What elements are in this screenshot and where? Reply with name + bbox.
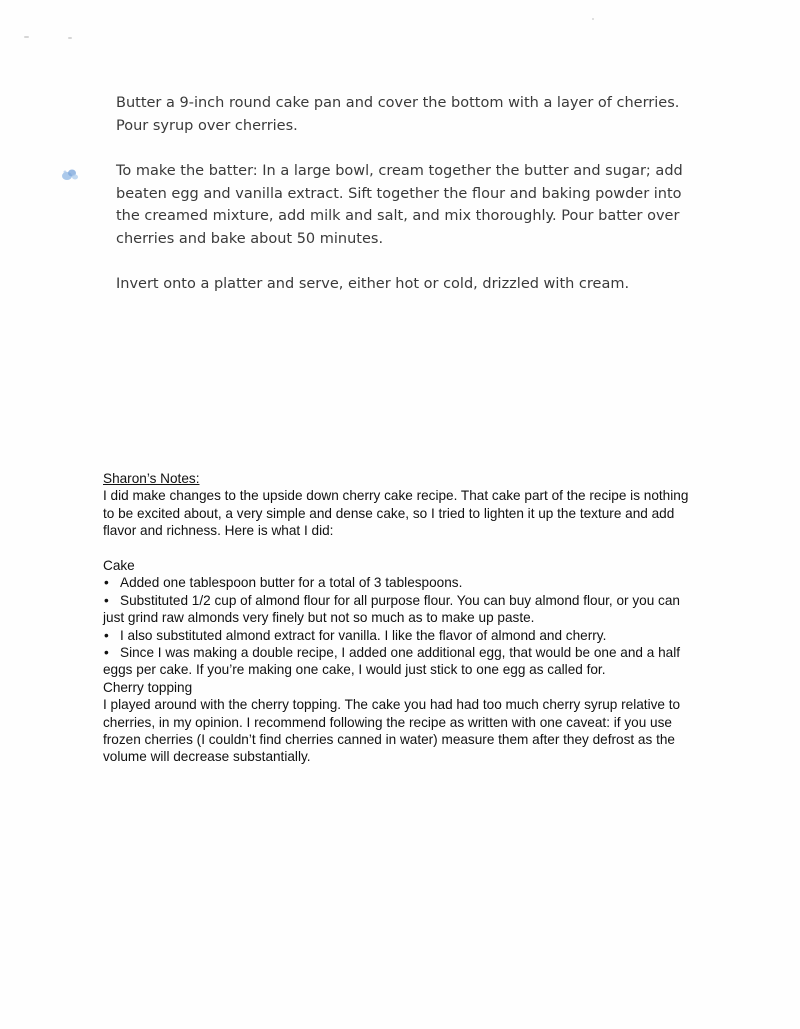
paragraph-gap — [103, 540, 703, 557]
recipe-instructions — [116, 92, 696, 319]
bullet-icon: • — [104, 627, 109, 643]
recipe-step-serve: Invert onto a platter and serve, either hot or cold, drizzled with cream. — [116, 276, 630, 292]
list-item — [103, 644, 703, 679]
list-item — [103, 627, 703, 644]
blue-ink-smudge-icon — [60, 166, 80, 182]
list-item — [103, 592, 703, 627]
bullet-icon: • — [104, 645, 109, 661]
scan-speck — [592, 18, 594, 20]
notes-heading: Sharon’s Notes: — [103, 471, 200, 486]
list-item — [103, 574, 703, 591]
cake-heading: Cake — [103, 558, 135, 574]
bullet-icon: • — [104, 592, 109, 608]
notes-intro: I did make changes to the upside down cherry cake recipe. That cake part of the recipe is nothing to be excited about, a very simple and dense cake, so I tried to lighten it up the texture and add flavor and richness. Here is what I did: — [103, 488, 689, 539]
scan-speck — [24, 36, 29, 38]
cake-changes-list — [103, 574, 703, 678]
list-item-text: Added one tablespoon butter for a total of 3 tablespoons. — [120, 575, 463, 591]
recipe-step-pan: Butter a 9-inch round cake pan and cover the bottom with a layer of cherries. Pour syrup over cherries. — [116, 95, 680, 134]
sharons-notes — [103, 470, 703, 766]
cherry-topping-text: I played around with the cherry topping. The cake you had had too much cherry syrup relative to cherries, in my opinion. I recommend following the recipe as written with one caveat: if you use frozen cherries (I couldn’t find cherries canned in water) measure them after they defrost as the volume will decrease substantially. — [103, 697, 681, 765]
recipe-step-batter: To make the batter: In a large bowl, cream together the butter and sugar; add beaten egg and vanilla extract. Sift together the flour and baking powder into the creamed mixture, add milk and salt, and mix thoroughly. Pour batter over cherries and bake about 50 minutes. — [116, 163, 683, 247]
list-item-text: I also substituted almond extract for vanilla. I like the flavor of almond and cherry. — [120, 627, 607, 643]
list-item-text: Substituted 1/2 cup of almond flour for all purpose flour. You can buy almond flour, or you can just grind raw almonds very finely but not so much as to make up paste. — [103, 592, 680, 626]
cherry-topping-heading: Cherry topping — [103, 679, 193, 695]
list-item-text: Since I was making a double recipe, I added one additional egg, that would be one and a half eggs per cake. If you’re making one cake, I would just stick to one egg as called for. — [103, 645, 681, 678]
bullet-icon: • — [104, 575, 109, 591]
scan-speck — [68, 37, 72, 39]
